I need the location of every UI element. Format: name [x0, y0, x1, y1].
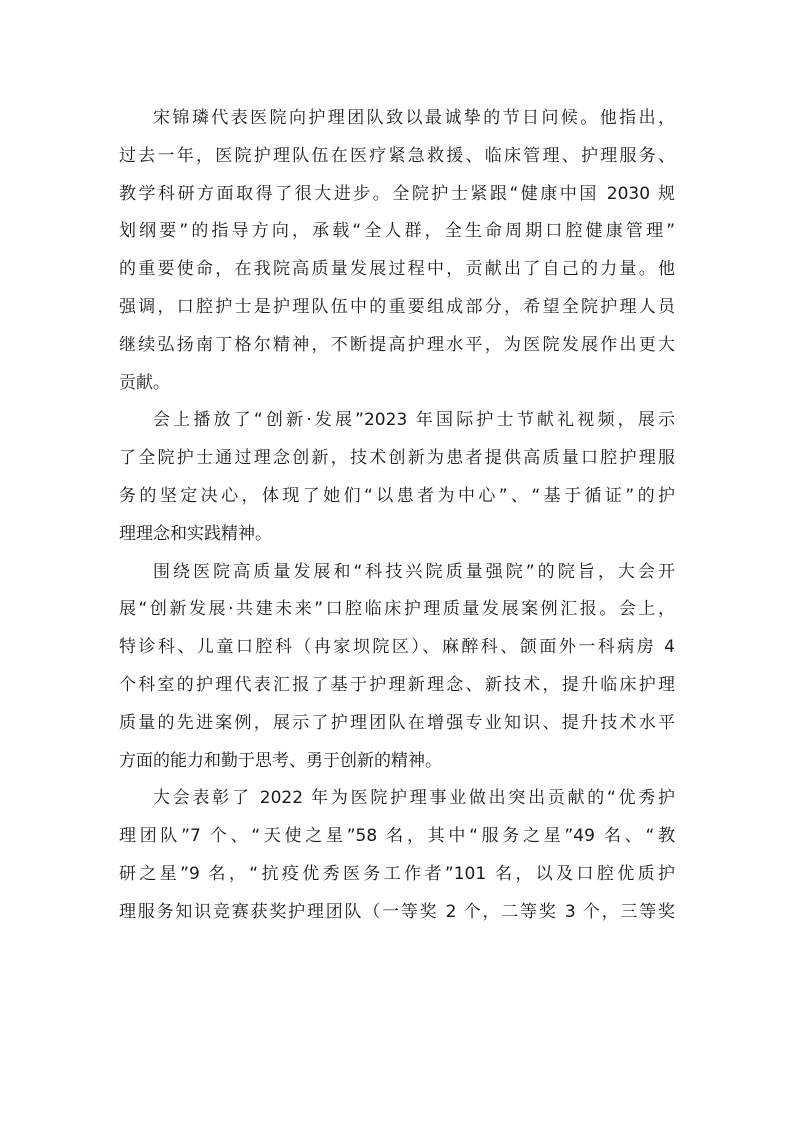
text-line: 大会表彰了 2022 年为医院护理事业做出突出贡献的“优秀护 — [153, 788, 675, 809]
text-line: 过去一年，医院护理队伍在医疗紧急救援、临床管理、护理服务、 — [119, 145, 675, 166]
text-line: 继续弘扬南丁格尔精神，不断提高护理水平，为医院发展作出更大 — [119, 334, 675, 355]
text-line: 了全院护士通过理念创新，技术创新为患者提供高质量口腔护理服 — [119, 448, 675, 469]
text-line: 教学科研方面取得了很大进步。全院护士紧跟“健康中国 2030 规 — [119, 183, 675, 204]
text-line: 理理念和实践精神。 — [119, 523, 272, 544]
text-line: 质量的先进案例，展示了护理团队在增强专业知识、提升技术水平 — [119, 712, 675, 733]
text-line: 贡献。 — [119, 372, 170, 393]
text-line: 特诊科、儿童口腔科（冉家坝院区）、麻醉科、颌面外一科病房 4 — [119, 637, 675, 658]
text-line: 务的坚定决心，体现了她们“以患者为中心”、“基于循证”的护 — [119, 485, 675, 506]
text-line: 强调，口腔护士是护理队伍中的重要组成部分，希望全院护理人员 — [119, 296, 675, 317]
text-line: 的重要使命，在我院高质量发展过程中，贡献出了自己的力量。他 — [119, 259, 675, 280]
text-line: 理团队”7 个、“天使之星”58 名，其中“服务之星”49 名、“教 — [119, 826, 675, 847]
text-line: 划纲要”的指导方向，承载“全人群，全生命周期口腔健康管理” — [119, 221, 675, 242]
text-line: 宋锦璘代表医院向护理团队致以最诚挚的节日问候。他指出， — [153, 108, 675, 128]
article-body — [119, 100, 675, 932]
text-line: 围绕医院高质量发展和“科技兴院质量强院”的院旨，大会开 — [153, 561, 675, 582]
text-line: 个科室的护理代表汇报了基于护理新理念、新技术，提升临床护理 — [119, 674, 675, 695]
text-line: 会上播放了“创新·发展”2023 年国际护士节献礼视频，展示 — [153, 410, 675, 431]
text-line: 展“创新发展·共建未来”口腔临床护理质量发展案例汇报。会上， — [119, 599, 675, 620]
text-line: 理服务知识竞赛获奖护理团队（一等奖 2 个，二等奖 3 个，三等奖 — [119, 901, 675, 922]
text-line: 方面的能力和勤于思考、勇于创新的精神。 — [119, 750, 442, 771]
text-line: 研之星”9 名，“抗疫优秀医务工作者”101 名，以及口腔优质护 — [119, 863, 675, 884]
